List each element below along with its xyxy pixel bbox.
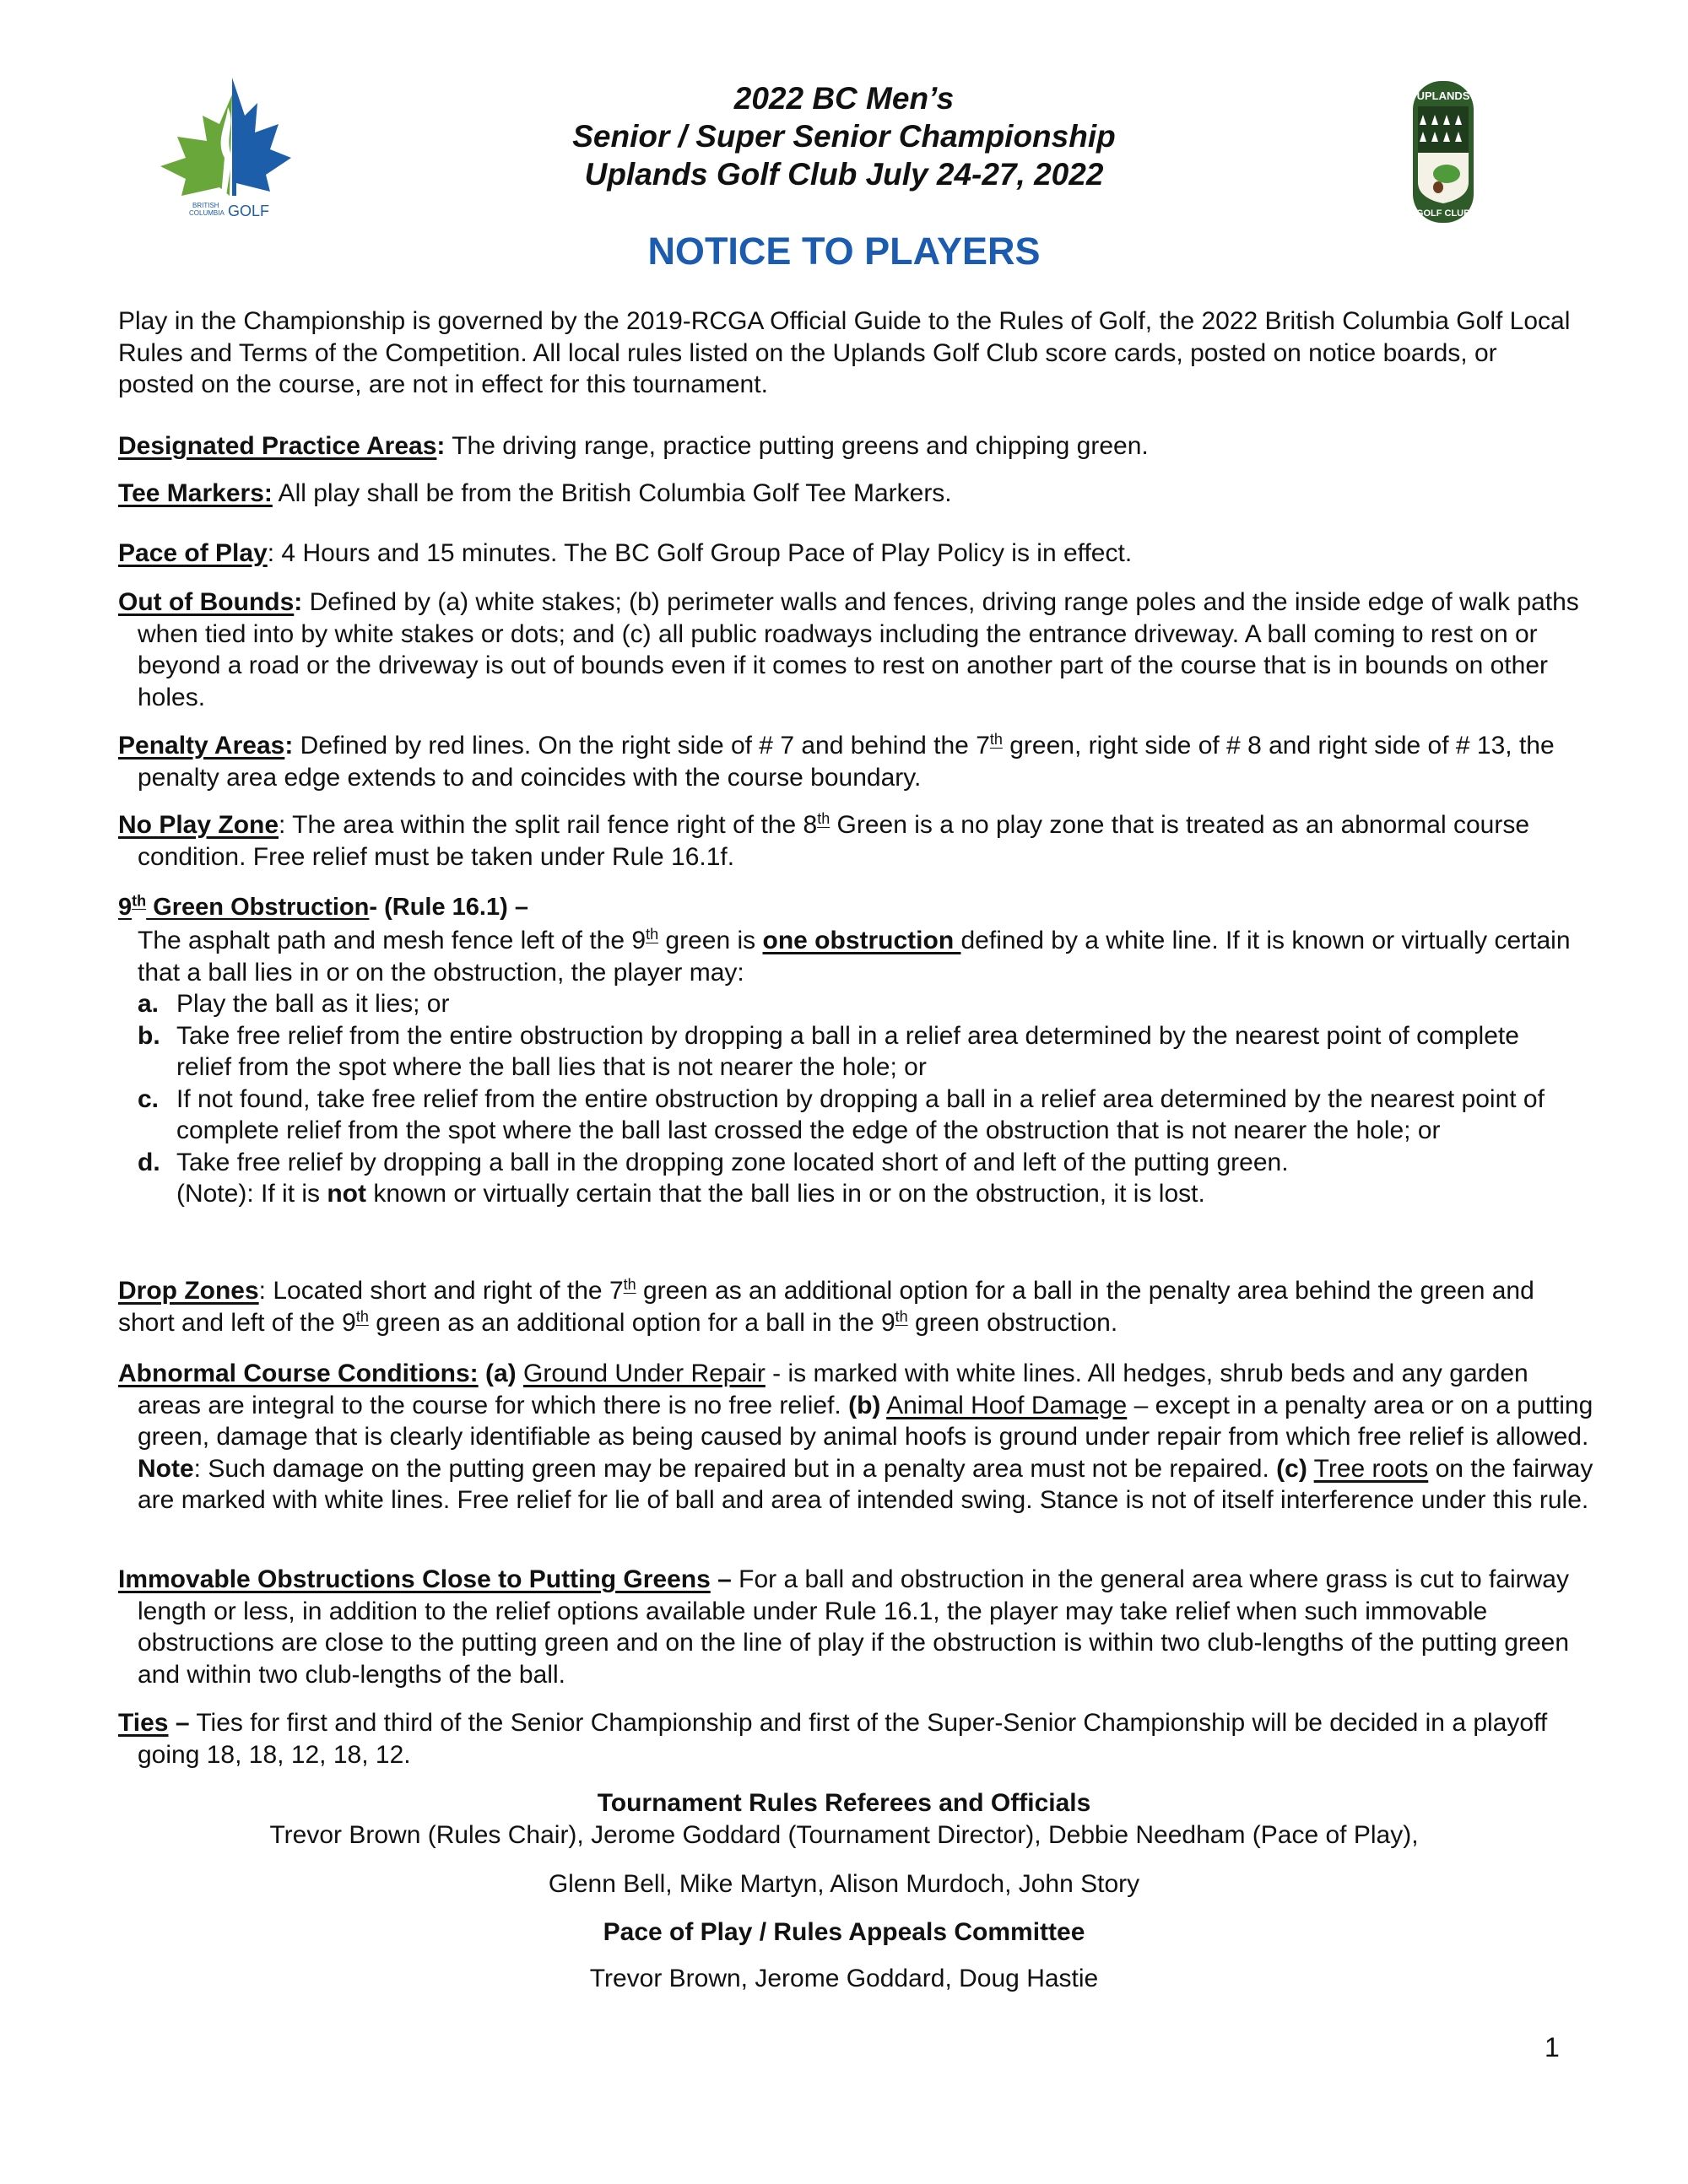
svg-text:COLUMBIA: COLUMBIA — [189, 209, 225, 217]
option-a: a. Play the ball as it lies; or — [138, 990, 450, 1018]
text-segment: - (Rule 16.1) – — [369, 894, 528, 921]
underlined-label: Designated Practice Areas — [118, 432, 437, 460]
text-segment: : 4 Hours and 15 minutes. The BC Golf Group Pace of Play Policy is in effect. — [267, 539, 1133, 567]
underlined-label: Immovable Obstructions Close to Putting Greens — [118, 1565, 711, 1593]
intro-paragraph — [118, 305, 1578, 401]
text-segment: All play shall be from the British Columbia Golf Tee Markers. — [272, 479, 952, 507]
text-segment: Green is a no play zone that is treated as an abnormal course condition. Free relief must be taken under Rule 16.1f. — [138, 811, 1530, 871]
text-segment: : Such damage on the putting green may be repaired but in a penalty area must not be repaired. — [193, 1454, 1277, 1483]
obstruction-note: (Note): If it is not known or virtually certain that the ball lies in or on the obstruction, it is lost. — [176, 1180, 1205, 1208]
underlined-label: th — [895, 1307, 908, 1325]
text-segment: – — [168, 1709, 190, 1737]
referees-line-1: Trevor Brown (Rules Chair), Jerome Goddard (Tournament Director), Debbie Needham (Pace of Play), — [269, 1821, 1419, 1849]
text-segment: green as an additional option for a ball in the 9 — [368, 1308, 895, 1337]
referees-line-2: Glenn Bell, Mike Martyn, Alison Murdoch, John Story — [548, 1870, 1140, 1898]
text-segment: green is — [658, 927, 763, 954]
abnormal-conditions-paragraph — [118, 1358, 1598, 1516]
text-segment: – — [710, 1565, 732, 1593]
underlined-label: Ties — [118, 1709, 169, 1737]
pace-of-play-paragraph — [118, 538, 1578, 570]
notice-heading: NOTICE TO PLAYERS — [647, 230, 1041, 273]
text-segment: on the fairway are marked with white lines. Free relief for lie of ball and area of intended swing. Stance is not of itself interference under this rule. — [138, 1454, 1593, 1514]
underlined-label: Ground Under Repair — [523, 1360, 766, 1387]
text-segment: (a) — [478, 1360, 517, 1387]
penalty-areas-paragraph — [118, 730, 1598, 793]
underlined-label: 9 — [118, 894, 133, 921]
underlined-label: Tee Markers: — [118, 479, 273, 507]
svg-text:GOLF: GOLF — [228, 203, 270, 219]
underlined-label: th — [817, 810, 830, 827]
text-segment: : Located short and right of the 7 — [258, 1277, 624, 1305]
text-segment: - is marked with white lines. All hedges, shrub beds and any garden areas are integral to the course for which there is no free relief. — [138, 1360, 1528, 1419]
text-segment: Ties for first and third of the Senior Championship and first of the Super-Senior Championship will be decided in a playoff going 18, 18, 12, 18, 12. — [138, 1709, 1548, 1769]
document-title — [0, 79, 1688, 193]
text-segment: For a ball and obstruction in the general area where grass is cut to fairway length or less, in addition to the relief options available under Rule 16.1, the player may take relief when such immovable obstructions are close to the putting green and on the line of play if the obstruction is within two club-lengths of the putting green and within two club-lengths of the ball. — [138, 1565, 1570, 1689]
underlined-label: Penalty Areas — [118, 732, 285, 760]
underlined-label: Tree roots — [1313, 1454, 1429, 1483]
text-segment: Defined by (a) white stakes; (b) perimeter walls and fences, driving range poles and the inside edge of walk paths when tied into by white stakes or dots; and (c) all public roadways including the entrance driveway. A ball coming to rest on or beyond a road or the driveway is out of bounds even if it comes to rest on another part of the course that is in bounds on other holes. — [138, 588, 1579, 711]
underlined-label: No Play Zone — [118, 811, 279, 839]
svg-text:BRITISH: BRITISH — [192, 202, 219, 209]
option-c: c. If not found, take free relief from the entire obstruction by dropping a ball in a relief area determined by the nearest point of complete relief from the spot where the ball last crossed the edge of the obstruction that is not nearer the hole; or — [138, 1084, 1545, 1144]
option-b: b. Take free relief from the entire obstruction by dropping a ball in a relief area determined by the nearest point of complete relief from the spot where the ball lies that is not nearer the hole; or — [138, 1021, 1519, 1081]
underlined-label: th — [355, 1307, 369, 1325]
title-line-1: 2022 BC Men’s — [733, 81, 955, 116]
underlined-label: th — [132, 892, 147, 910]
ninth-green-body — [138, 925, 1581, 988]
text-segment: green, right side of # 8 and right side of # 13, the penalty area edge extends to and coincides with the course boundary. — [138, 732, 1555, 792]
text-segment: The driving range, practice putting greens and chipping green. — [445, 432, 1149, 460]
text-segment: Play in the Championship is governed by the 2019-RCGA Official Guide to the Rules of Golf, the 2022 British Columbia Golf Local Rules and Terms of the Competition. All local rules listed on the Uplands Golf Club score cards, posted on notice boards, or posted on the course, are not in effect for this tournament. — [118, 307, 1571, 398]
relief-options-list — [138, 988, 1581, 1210]
immovable-obstructions-paragraph — [118, 1564, 1598, 1690]
title-line-2: Senior / Super Senior Championship — [572, 119, 1116, 154]
underlined-label: th — [623, 1276, 636, 1293]
svg-text:GOLF CLUB: GOLF CLUB — [1415, 208, 1471, 219]
appeals-members: Trevor Brown, Jerome Goddard, Doug Hastie — [589, 1965, 1099, 1992]
underlined-label: th — [646, 926, 659, 943]
underlined-label: one obstruction — [762, 927, 961, 954]
practice-areas-paragraph — [118, 430, 1578, 462]
text-segment: Note — [138, 1454, 194, 1483]
underlined-label: Animal Hoof Damage — [886, 1391, 1128, 1419]
ninth-green-heading — [118, 892, 1578, 924]
appeals-heading: Pace of Play / Rules Appeals Committee — [603, 1918, 1085, 1946]
ties-paragraph — [118, 1707, 1598, 1770]
option-d: d. Take free relief by dropping a ball in the dropping zone located short of and left of the putting green. — [138, 1148, 1289, 1176]
text-segment: The asphalt path and mesh fence left of the 9 — [138, 927, 647, 954]
no-play-zone-paragraph — [118, 809, 1598, 873]
text-segment: green as an additional option for a ball in the penalty area behind the green and short and left of the 9 — [118, 1277, 1534, 1337]
text-segment: : The area within the split rail fence right of the 8 — [279, 811, 818, 839]
text-segment: defined by a white line. If it is known or virtually certain that a ball lies in or on the obstruction, the player may: — [138, 927, 1571, 987]
underlined-label: th — [989, 731, 1003, 748]
tee-markers-paragraph — [118, 478, 1578, 510]
title-line-3: Uplands Golf Club July 24-27, 2022 — [584, 157, 1104, 192]
text-segment: (c) — [1276, 1454, 1307, 1483]
text-segment: : — [284, 732, 294, 760]
underlined-label: Drop Zones — [118, 1277, 259, 1305]
text-segment: – except in a penalty area or on a putting green, damage that is clearly identifiable as being caused by animal hoofs is ground under repair from which free relief is allowed. — [138, 1391, 1593, 1451]
drop-zones-paragraph — [118, 1275, 1578, 1338]
underlined-label: Out of Bounds — [118, 588, 295, 616]
text-segment: green obstruction. — [907, 1308, 1118, 1337]
underlined-label: Pace of Play — [118, 539, 268, 567]
page-number: 1 — [1545, 2032, 1560, 2062]
text-segment — [1307, 1455, 1314, 1483]
referees-heading: Tournament Rules Referees and Officials — [597, 1789, 1091, 1817]
text-segment — [517, 1360, 523, 1387]
text-segment: : — [294, 588, 303, 616]
text-segment: (b) — [848, 1391, 881, 1419]
text-segment: Defined by red lines. On the right side of # 7 and behind the 7 — [293, 732, 990, 760]
underlined-label: Abnormal Course Conditions: — [118, 1360, 479, 1387]
out-of-bounds-paragraph — [118, 587, 1598, 713]
text-segment: : — [436, 432, 446, 460]
svg-text:UPLANDS: UPLANDS — [1416, 89, 1470, 102]
underlined-label: Green Obstruction — [146, 894, 370, 921]
